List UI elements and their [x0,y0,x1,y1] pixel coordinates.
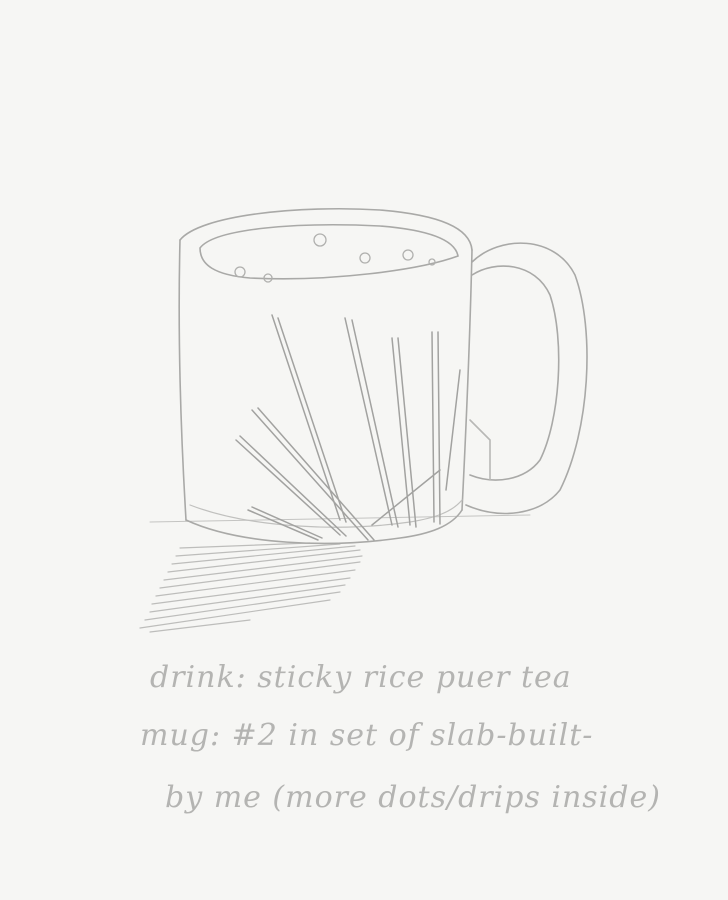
caption-line-maker: by me (more dots/drips inside) [165,780,661,815]
caption-line-mug: mug: #2 in set of slab-built- [140,718,594,753]
mug-rim-inner [200,225,458,279]
sunburst-rays [236,315,460,540]
caption-line-drink: drink: sticky rice puer tea [150,660,572,695]
shadow-hatching [140,543,362,632]
inner-dots [235,234,435,282]
mug-handle-inner [470,266,559,480]
mug-handle-join [470,420,490,480]
mug-rim-outer [180,209,472,250]
mug-right-side [462,250,472,510]
mug-left-side [179,240,186,520]
